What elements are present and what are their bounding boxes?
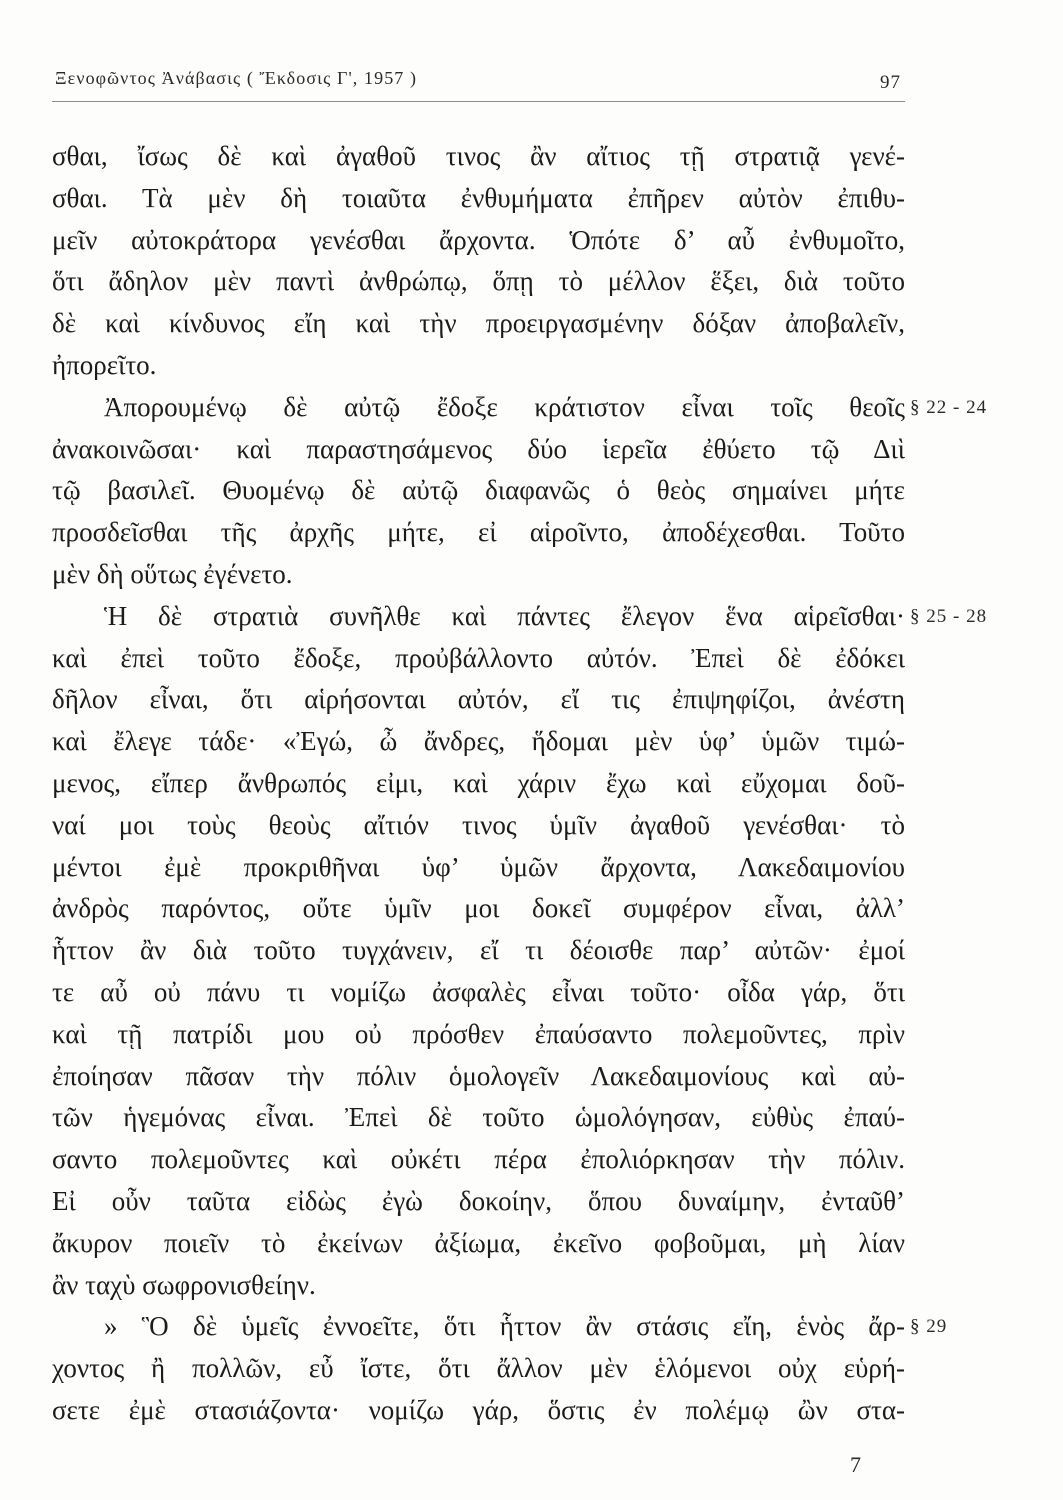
text-line: [52, 888, 905, 930]
line-text: τε αὖ οὐ πάνυ τι νομίζω ἀσφαλὲς εἶναι τοῦτο· οἶδα γάρ, ὅτι: [52, 976, 905, 1007]
text-line: [52, 1097, 905, 1139]
text-line: [52, 136, 905, 178]
line-text: ὅτι ἄδηλον μὲν παντὶ ἀνθρώπῳ, ὅπῃ τὸ μέλλον ἕξει, διὰ τοῦτο: [52, 266, 905, 297]
line-text: δῆλον εἶναι, ὅτι αἱρήσονται αὐτόν, εἴ τις ἐπιψηφίζοι, ἀνέστη: [52, 684, 905, 715]
line-text: » Ὃ δὲ ὑμεῖς ἐννοεῖτε, ὅτι ἧττον ἂν στάσις εἴη, ἑνὸς ἄρ-: [104, 1311, 905, 1342]
body-text: [52, 136, 988, 1432]
text-line: [52, 1223, 905, 1265]
line-text: καὶ τῇ πατρίδι μου οὐ πρόσθεν ἐπαύσαντο πολεμοῦντες, πρὶν: [52, 1018, 905, 1049]
text-line: [52, 847, 905, 889]
header-rule: [52, 101, 905, 102]
text-line: [52, 1306, 948, 1348]
line-text: ἂν ταχὺ σωφρονισθείην.: [52, 1269, 316, 1300]
margin-section-reference: § 25 - 28: [910, 605, 988, 627]
text-line: [52, 679, 905, 721]
text-line: [52, 178, 905, 220]
text-line: [52, 763, 905, 805]
line-text: σθαι. Τὰ μὲν δὴ τοιαῦτα ἐνθυμήματα ἐπῆρεν αὐτὸν ἐπιθυ-: [52, 182, 905, 213]
paragraph: [52, 596, 988, 1307]
text-line: [52, 1056, 905, 1098]
line-text: ἀνδρὸς παρόντος, οὔτε ὑμῖν μοι δοκεῖ συμφέρον εἶναι, ἀλλ’: [52, 893, 905, 924]
text-line: [52, 805, 905, 847]
line-text: μεῖν αὐτοκράτορα γενέσθαι ἄρχοντα. Ὁπότε δ’ αὖ ἐνθυμοῖτο,: [52, 224, 905, 255]
line-text: τῷ βασιλεῖ. Θυομένῳ δὲ αὐτῷ διαφανῶς ὁ θεὸς σημαίνει μήτε: [52, 475, 905, 506]
text-line: [52, 638, 905, 680]
line-text: σαντο πολεμοῦντες καὶ οὐκέτι πέρα ἐπολιόρκησαν τὴν πόλιν.: [52, 1144, 905, 1175]
text-line: [52, 554, 905, 596]
line-text: μέντοι ἐμὲ προκριθῆναι ὑφ’ ὑμῶν ἄρχοντα, Λακεδαιμονίου: [52, 851, 905, 882]
running-header-title: Ξενοφῶντος Ἀνάβασις ( Ἔκδοσις Γ', 1957 ): [55, 68, 418, 88]
line-text: ναί μοι τοὺς θεοὺς αἴτιόν τινος ὑμῖν ἀγαθοῦ γενέσθαι· τὸ: [52, 809, 905, 840]
paragraph: [52, 387, 988, 596]
text-line: [52, 930, 905, 972]
line-text: σετε ἐμὲ στασιάζοντα· νομίζω γάρ, ὅστις ἐν πολέμῳ ὢν στα-: [52, 1394, 905, 1425]
paragraph: [52, 1306, 948, 1431]
line-text: Εἰ οὖν ταῦτα εἰδὼς ἐγὼ δοκοίην, ὅπου δυναίμην, ἐνταῦθ’: [52, 1185, 905, 1216]
text-line: [52, 1265, 905, 1307]
line-text: μὲν δὴ οὕτως ἐγένετο.: [52, 558, 293, 589]
line-text: Ἡ δὲ στρατιὰ συνῆλθε καὶ πάντες ἔλεγον ἕνα αἱρεῖσθαι·: [104, 600, 905, 631]
text-line: [52, 512, 905, 554]
line-text: ἠπορεῖτο.: [52, 349, 157, 380]
text-line: [52, 972, 905, 1014]
line-text: καὶ ἔλεγε τάδε· «Ἐγώ, ὦ ἄνδρες, ἥδομαι μὲν ὑφ’ ὑμῶν τιμώ-: [52, 726, 905, 757]
line-text: μενος, εἴπερ ἄνθρωπός εἰμι, καὶ χάριν ἔχω καὶ εὔχομαι δοῦ-: [52, 767, 905, 798]
text-line: [52, 429, 905, 471]
margin-section-reference: § 22 - 24: [910, 396, 988, 418]
text-line: [52, 387, 988, 429]
text-line: [52, 721, 905, 763]
margin-section-reference: § 29: [910, 1316, 948, 1338]
line-text: καὶ ἐπεὶ τοῦτο ἔδοξε, προὐβάλλοντο αὐτόν. Ἐπεὶ δὲ ἐδόκει: [52, 642, 905, 673]
line-text: ἄκυρον ποιεῖν τὸ ἐκείνων ἀξίωμα, ἐκεῖνο φοβοῦμαι, μὴ λίαν: [52, 1227, 905, 1258]
line-text: δὲ καὶ κίνδυνος εἴη καὶ τὴν προειργασμένην δόξαν ἀποβαλεῖν,: [52, 308, 905, 339]
text-line: [52, 470, 905, 512]
text-line: [52, 261, 905, 303]
text-line: [52, 1139, 905, 1181]
text-line: [52, 1390, 905, 1432]
text-line: [52, 1348, 905, 1390]
line-text: Ἀπορουμένῳ δὲ αὐτῷ ἔδοξε κράτιστον εἶναι τοῖς θεοῖς: [104, 391, 905, 422]
text-line: [52, 596, 988, 638]
line-text: ἐποίησαν πᾶσαν τὴν πόλιν ὁμολογεῖν Λακεδαιμονίους καὶ αὐ-: [52, 1060, 905, 1091]
paragraph: [52, 136, 905, 387]
line-text: ἧττον ἂν διὰ τοῦτο τυγχάνειν, εἴ τι δέοισθε παρ’ αὐτῶν· ἐμοί: [52, 935, 905, 966]
line-text: τῶν ἡγεμόνας εἶναι. Ἐπεὶ δὲ τοῦτο ὡμολόγησαν, εὐθὺς ἐπαύ-: [52, 1102, 905, 1133]
text-line: [52, 345, 905, 387]
printer-signature-mark: 7: [850, 1452, 861, 1477]
line-text: σθαι, ἴσως δὲ καὶ ἀγαθοῦ τινος ἂν αἴτιος τῇ στρατιᾷ γενέ-: [52, 141, 905, 171]
line-text: προσδεῖσθαι τῆς ἀρχῆς μήτε, εἰ αἱροῖντο, ἀποδέχεσθαι. Τοῦτο: [52, 517, 905, 548]
text-line: [52, 1014, 905, 1056]
text-line: [52, 303, 905, 345]
text-line: [52, 1181, 905, 1223]
text-line: [52, 220, 905, 262]
line-text: ἀνακοινῶσαι· καὶ παραστησάμενος δύο ἱερεῖα ἐθύετο τῷ Διὶ: [52, 433, 905, 464]
line-text: χοντος ἢ πολλῶν, εὖ ἴστε, ὅτι ἄλλον μὲν ἑλόμενοι οὐχ εὑρή-: [52, 1353, 905, 1384]
page-number: 97: [880, 72, 901, 93]
